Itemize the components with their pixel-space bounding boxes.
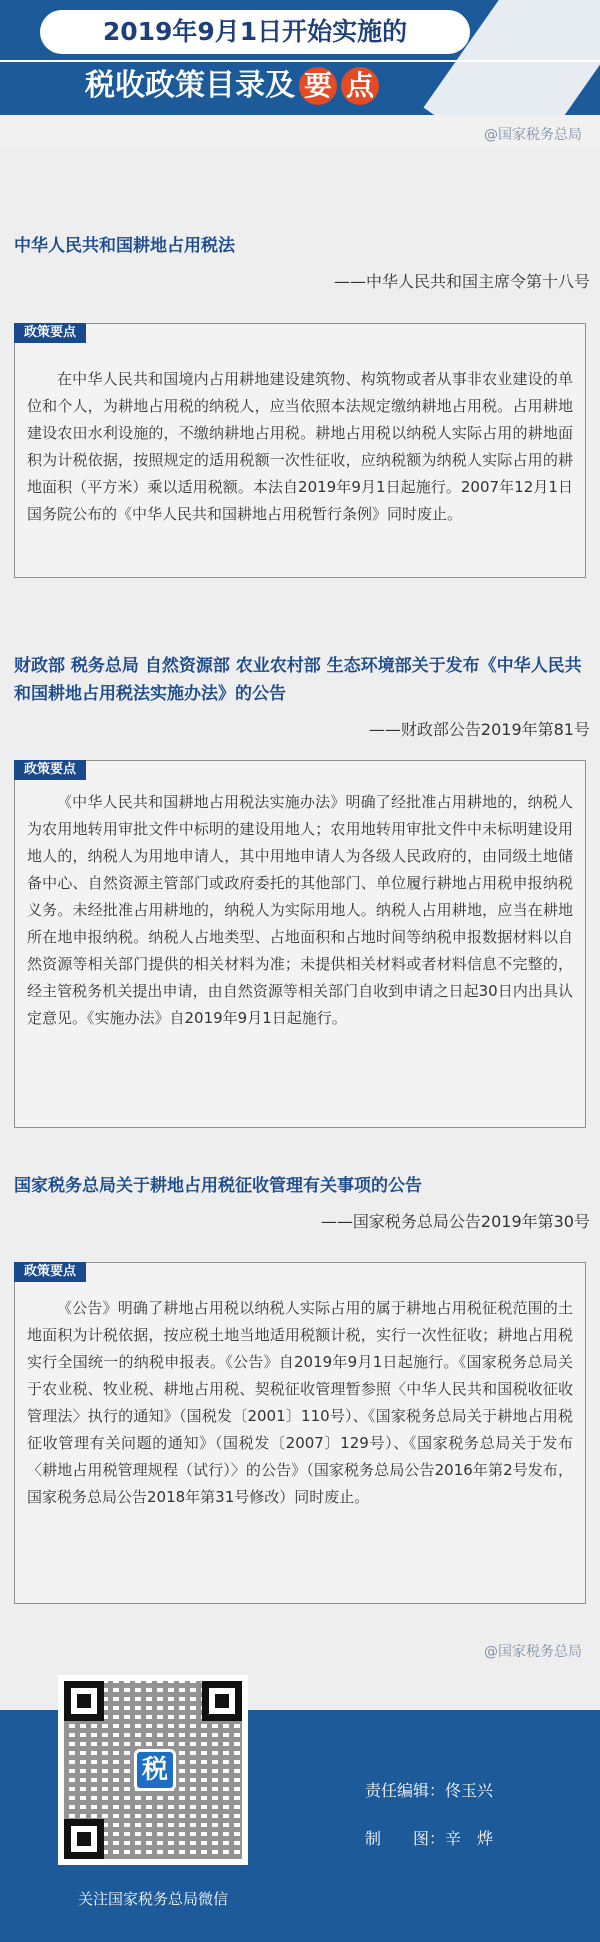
section-2-body: 《中华人民共和国耕地占用税法实施办法》明确了经批准占用耕地的，纳税人为农用地转用审批文件中标明的建设用地人；农用地转用审批文件中未标明建设用地人的，纳税人为用地申请人，其中用地申请人为各级人民政府的，由同级土地储备中心、自然资源主管部门或政府委托的其他部门、单位履行耕地占用税申报纳税义务。未经批准占用耕地的，纳税人为实际用地人。纳税人占用耕地，应当在耕地所在地申报纳税。纳税人占地类型、占地面积和占地时间等纳税申报数据材料以自然资源等相关部门提供的相关材料为准；未提供相关材料或者材料信息不完整的，经主管税务机关提出申请，由自然资源等相关部门自收到申请之日起30日内出具认定意见。《实施办法》自2019年9月1日起施行。 <box>27 793 573 1027</box>
section-1-tag: 政策要点 <box>14 323 86 343</box>
section-1-body: 在中华人民共和国境内占用耕地建设建筑物、构筑物或者从事非农业建设的单位和个人，为耕地占用税的纳税人，应当依照本法规定缴纳耕地占用税。占用耕地建设农田水利设施的，不缴纳耕地占用税。耕地占用税以纳税人实际占用的耕地面积为计税依据，按照规定的适用税额一次性征收，应纳税额为纳税人实际占用的耕地面积（平方米）乘以适用税额。本法自2019年9月1日起施行。2007年12月1日国务院公布的《中华人民共和国耕地占用税暂行条例》同时废止。 <box>27 370 573 523</box>
qr-code[interactable] <box>58 1675 248 1865</box>
banner-title-line2 <box>85 66 379 106</box>
qr-caption: 关注国家税务总局微信 <box>77 1890 228 1908</box>
section-2-tag: 政策要点 <box>14 760 86 780</box>
section-2-policy-box <box>14 760 586 1128</box>
qr-finder-bottom-left <box>64 1819 104 1859</box>
section-2-title: 财政部 税务总局 自然资源部 农业农村部 生态环境部关于发布《中华人民共和国耕地占用税法实施办法》的公告 <box>14 656 582 704</box>
editor-credit: 责任编辑：佟玉兴 <box>365 1781 494 1800</box>
section-1-title: 中华人民共和国耕地占用税法 <box>14 236 235 256</box>
section-3-title: 国家税务总局关于耕地占用税征收管理有关事项的公告 <box>14 1176 422 1196</box>
graphic-credit: 制 图：辛 烨 <box>365 1829 494 1848</box>
section-3-policy-box <box>14 1262 586 1604</box>
banner-stripe <box>0 60 600 62</box>
banner-keyword-1: 要 <box>299 67 337 105</box>
section-1-policy-box <box>14 323 586 578</box>
banner-title-line1: 2019年9月1日开始实施的 <box>40 10 470 54</box>
section-3-tag: 政策要点 <box>14 1262 86 1282</box>
header-banner <box>0 0 600 115</box>
source-watermark-bottom: @国家税务总局 <box>484 1644 582 1660</box>
tax-logo-icon: 税 <box>134 1749 176 1791</box>
section-1-reference: ——中华人民共和国主席令第十八号 <box>333 272 590 291</box>
section-3-body: 《公告》明确了耕地占用税以纳税人实际占用的属于耕地占用税征税范围的土地面积为计税依据，按应税土地当地适用税额计税，实行一次性征收；耕地占用税实行全国统一的纳税申报表。《公告》自2019年9月1日起施行。《国家税务总局关于农业税、牧业税、耕地占用税、契税征收管理暂参照〈中华人民共和国税收征收管理法〉执行的通知》（国税发〔2001〕110号）、《国家税务总局关于耕地占用税征收管理有关问题的通知》（国税发〔2007〕129号）、《国家税务总局关于发布〈耕地占用税管理规程（试行）〉的公告》（国家税务总局公告2016年第2号发布，国家税务总局公告2018年第31号修改）同时废止。 <box>27 1299 573 1506</box>
banner-keyword-2: 点 <box>341 67 379 105</box>
section-2-reference: ——财政部公告2019年第81号 <box>368 720 590 739</box>
qr-finder-top-left <box>64 1681 104 1721</box>
qr-finder-top-right <box>202 1681 242 1721</box>
section-3-reference: ——国家税务总局公告2019年第30号 <box>320 1212 590 1231</box>
banner-title-prefix: 税收政策目录及 <box>85 68 295 103</box>
source-watermark-top: @国家税务总局 <box>484 127 582 143</box>
